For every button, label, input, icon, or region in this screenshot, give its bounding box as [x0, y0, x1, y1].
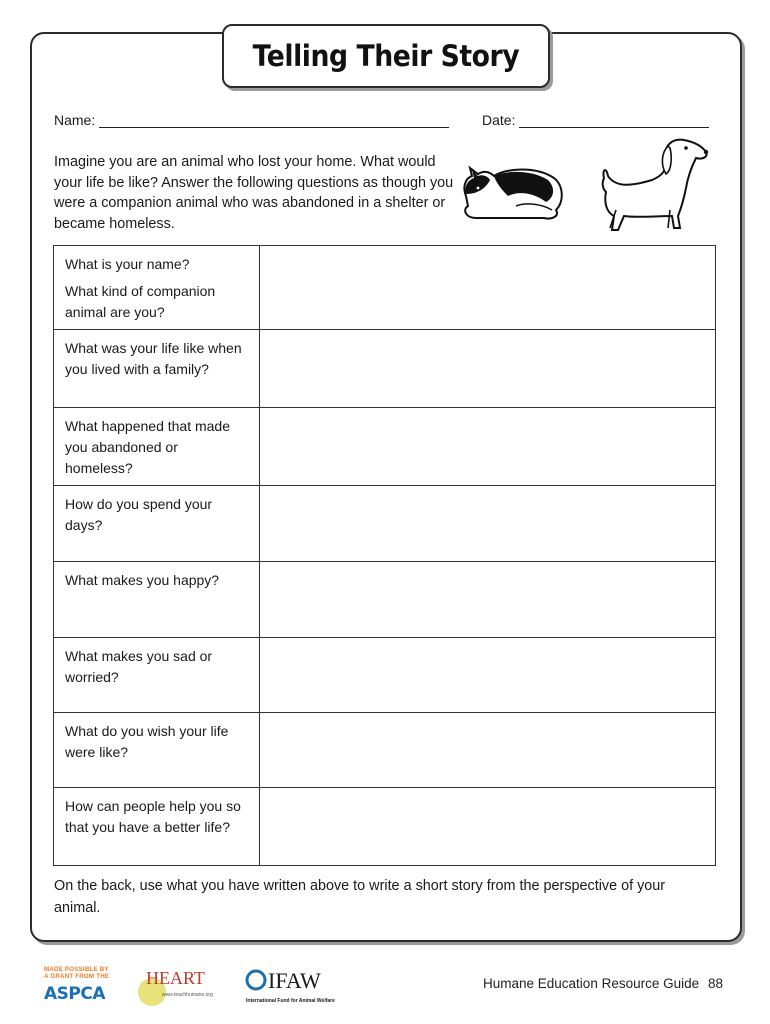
answer-cell[interactable] — [260, 486, 716, 562]
question-row — [54, 246, 716, 330]
question-text: What kind of companion animal are you? — [65, 283, 216, 320]
question-cell — [54, 246, 260, 330]
page-title: Telling Their Story — [252, 39, 520, 73]
name-field[interactable] — [54, 112, 449, 128]
animals-illustration — [456, 136, 714, 236]
question-row — [54, 562, 716, 638]
answer-cell[interactable] — [260, 562, 716, 638]
ifaw-emblem-icon — [247, 971, 265, 989]
intro-text: Imagine you are an animal who lost your home. What would your life be like? Answer the following questions as though you were a companion animal who was abandoned in a shelter or became homeless. — [54, 154, 454, 232]
date-field[interactable] — [482, 112, 709, 128]
question-row — [54, 408, 716, 486]
page-number: 88 — [708, 976, 724, 991]
answer-cell[interactable] — [260, 713, 716, 788]
heart-wordmark: HEART — [146, 968, 205, 988]
question-text: What was your life like when you lived with a family? — [65, 340, 242, 377]
date-label: Date: — [482, 112, 516, 128]
question-text: What is your name? — [65, 256, 190, 272]
ifaw-fullname: International Fund for Animal Welfare — [246, 998, 335, 1004]
footer-guide-title: Humane Education Resource Guide — [483, 976, 700, 991]
question-text: How can people help you so that you have a better life? — [65, 798, 241, 835]
name-label: Name: — [54, 112, 96, 128]
question-cell — [54, 713, 260, 788]
question-row — [54, 486, 716, 562]
aspca-wordmark: ASPCA — [44, 984, 105, 1004]
question-cell — [54, 638, 260, 713]
answer-cell[interactable] — [260, 246, 716, 330]
question-cell — [54, 788, 260, 866]
question-text: What makes you sad or worried? — [65, 648, 213, 685]
question-text: What do you wish your life were like? — [65, 723, 229, 760]
question-row — [54, 638, 716, 713]
outro-text: On the back, use what you have written above to write a short story from the perspective of your animal. — [54, 878, 666, 916]
answer-cell[interactable] — [260, 788, 716, 866]
heart-url: www.teachhumane.org — [162, 992, 213, 998]
question-row — [54, 330, 716, 408]
aspca-tagline: MADE POSSIBLE BY A GRANT FROM THE — [44, 966, 110, 980]
name-line[interactable] — [99, 113, 449, 128]
ifaw-logo — [244, 966, 336, 1012]
cat-illustration — [464, 168, 561, 219]
answer-cell[interactable] — [260, 330, 716, 408]
question-cell — [54, 408, 260, 486]
question-text: What makes you happy? — [65, 572, 220, 588]
ifaw-wordmark: IFAW — [268, 968, 321, 993]
date-line[interactable] — [519, 113, 709, 128]
question-text: How do you spend your days? — [65, 496, 213, 533]
aspca-logo — [44, 966, 114, 1010]
question-cell — [54, 486, 260, 562]
dachshund-illustration — [603, 140, 709, 230]
heart-logo — [132, 962, 232, 1010]
questions-table — [53, 245, 716, 866]
answer-cell[interactable] — [260, 638, 716, 713]
question-cell — [54, 562, 260, 638]
question-row — [54, 788, 716, 866]
answer-cell[interactable] — [260, 408, 716, 486]
question-cell — [54, 330, 260, 408]
question-row — [54, 713, 716, 788]
question-text: What happened that made you abandoned or homeless? — [65, 418, 231, 476]
title-box — [222, 24, 550, 88]
